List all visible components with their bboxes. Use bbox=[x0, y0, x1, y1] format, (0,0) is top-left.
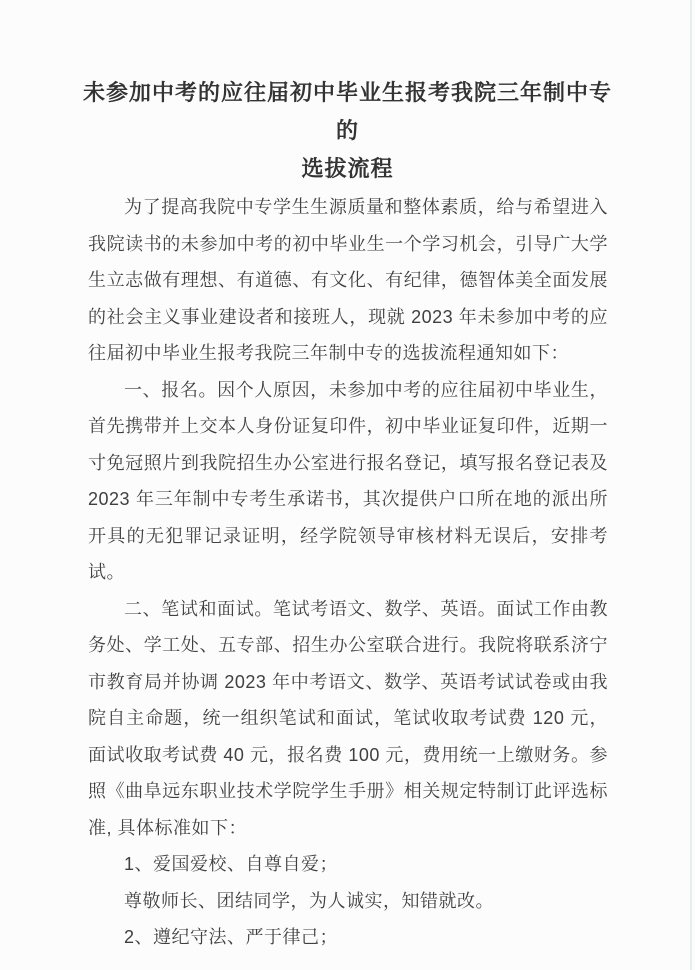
criteria-item-1-detail: 尊敬师长、团结同学，为人诚实，知错就改。 bbox=[124, 890, 494, 911]
paragraph-section-1-registration: 一、报名。因个人原因，未参加中考的应往届初中毕业生，首先携带并上交本人身份证复印件，初中毕业证复印件，近期一寸免冠照片到我院招生办公室进行报名登记，填写报名登记表及 2023 年三年制中专考生承诺书，其次提供户口所在地的派出所开具的无犯罪记录证明，经学院领导审核材料无误后，安排考试。 bbox=[88, 379, 608, 582]
title-line-1: 未参加中考的应往届初中毕业生报考我院三年制中专 bbox=[82, 80, 612, 105]
title-line-2: 的 bbox=[335, 118, 359, 143]
paragraph-intro: 为了提高我院中专学生生源质量和整体素质，给与希望进入我院读书的未参加中考的初中毕业生一个学习机会，引导广大学生立志做有理想、有道德、有文化、有纪律，德智体美全面发展的社会主义事业建设者和接班人，现就 2023 年未参加中考的应往届初中毕业生报考我院三年制中专的选拔流程通知如下： bbox=[88, 197, 608, 363]
document-title bbox=[0, 0, 695, 188]
criteria-item-2: 2、遵纪守法、严于律己； bbox=[124, 927, 339, 947]
criteria-item-1: 1、爱国爱校、自尊自爱； bbox=[124, 854, 339, 874]
document-body bbox=[0, 188, 695, 956]
page-right-edge-shadow bbox=[690, 0, 692, 970]
title-line-3: 选拔流程 bbox=[301, 156, 394, 181]
paragraph-section-2-exams: 二、笔试和面试。笔试考语文、数学、英语。面试工作由教务处、学工处、五专部、招生办公室联合进行。我院将联系济宁市教育局并协调 2023 年中考语文、数学、英语考试试卷或由我院自主命题，统一组织笔试和面试，笔试收取考试费 120 元，面试收取考试费 40 元，报名费 100 元，费用统一上缴财务。参照《曲阜远东职业技术学院学生手册》相关规定特制订此评选标准, 具体标准如下： bbox=[88, 598, 608, 838]
